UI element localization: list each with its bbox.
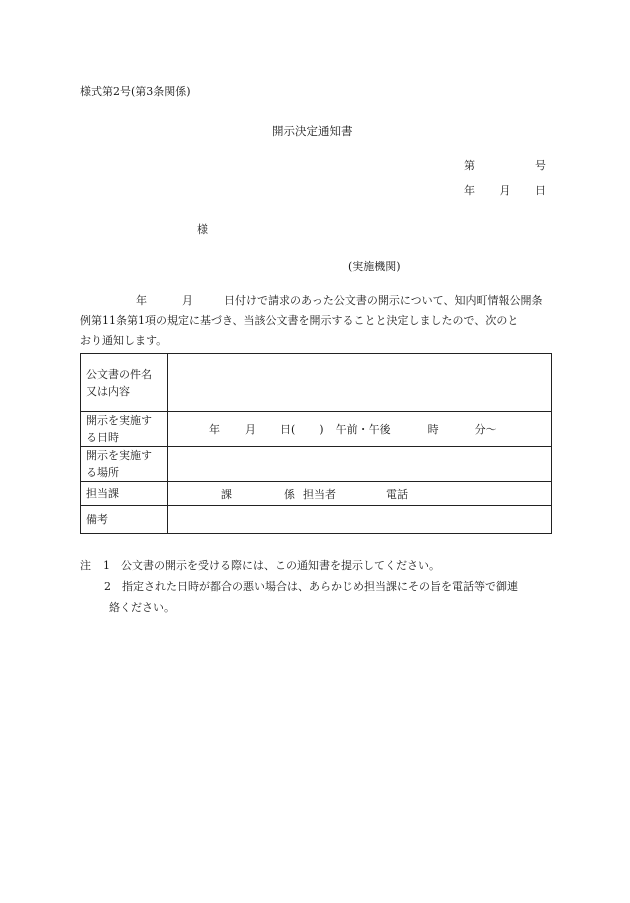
note-2 — [80, 576, 560, 597]
number-go-label: 号 — [535, 159, 546, 172]
table-row-datetime — [81, 412, 552, 447]
dt-minute: 分〜 — [474, 423, 497, 436]
form-number: 様式第2号(第3条関係) — [80, 85, 191, 98]
place-label: 開示を実施す る場所 — [81, 447, 168, 482]
body-paragraph — [80, 291, 552, 351]
notes-prefix: 注 — [80, 559, 91, 572]
dt-ampm: 午前・午後 — [335, 423, 391, 436]
dt-year: 年 — [209, 423, 220, 436]
document-number-line — [464, 157, 546, 173]
note-2-number: 2 — [104, 580, 111, 593]
table-row-remarks — [81, 506, 552, 534]
body-line-1 — [80, 291, 552, 311]
body-line-1-text: 日付けで請求のあった公文書の開示について、知内町情報公開条 — [224, 294, 543, 307]
note-2-continuation: 絡ください。 — [109, 601, 175, 614]
date-month-label: 月 — [499, 184, 511, 197]
body-month-label: 月 — [182, 294, 193, 307]
issuer-label: (実施機関) — [348, 260, 401, 273]
addressee-suffix: 様 — [197, 223, 208, 236]
note-1-number: 1 — [103, 559, 110, 572]
datetime-label: 開示を実施す る日時 — [81, 412, 168, 447]
department-label: 担当課 — [81, 482, 168, 506]
datetime-value-field[interactable] — [168, 412, 552, 447]
table-row-department — [81, 482, 552, 506]
dept-person: 担当者 — [303, 487, 336, 501]
table-row-subject — [81, 354, 552, 412]
note-1-text: 公文書の開示を受ける際には、この通知書を提示してください。 — [121, 559, 440, 572]
body-line-2: 例第11条第1項の規定に基づき、当該公文書を開示することと決定しましたので、次のと — [80, 314, 519, 327]
dt-day-open: 日( — [280, 423, 296, 436]
dept-phone: 電話 — [386, 487, 408, 501]
subject-label: 公文書の件名 又は内容 — [81, 354, 168, 412]
date-year-label: 年 — [464, 184, 475, 197]
date-day-label: 日 — [535, 184, 546, 197]
place-value-field[interactable] — [168, 447, 552, 482]
note-1 — [80, 555, 560, 576]
notes-section — [80, 555, 560, 618]
dt-close: ) — [319, 423, 324, 436]
dept-section: 課 — [221, 487, 232, 501]
subject-value-field[interactable] — [168, 354, 552, 412]
table-row-place — [81, 447, 552, 482]
document-date-line — [464, 182, 546, 198]
number-dai-label: 第 — [464, 159, 475, 172]
dt-hour: 時 — [427, 423, 439, 436]
note-2-text: 指定された日時が都合の悪い場合は、あらかじめ担当課にその旨を電話等で御連 — [122, 580, 518, 593]
body-line-3: おり通知します。 — [80, 334, 168, 347]
department-value-field[interactable] — [168, 482, 552, 506]
dt-month: 月 — [245, 423, 256, 436]
document-title: 開示決定通知書 — [272, 124, 353, 138]
remarks-value-field[interactable] — [168, 506, 552, 534]
disclosure-info-table — [80, 353, 552, 534]
body-year-label: 年 — [136, 294, 147, 307]
remarks-label: 備考 — [81, 506, 168, 534]
dept-unit: 係 — [284, 487, 295, 501]
